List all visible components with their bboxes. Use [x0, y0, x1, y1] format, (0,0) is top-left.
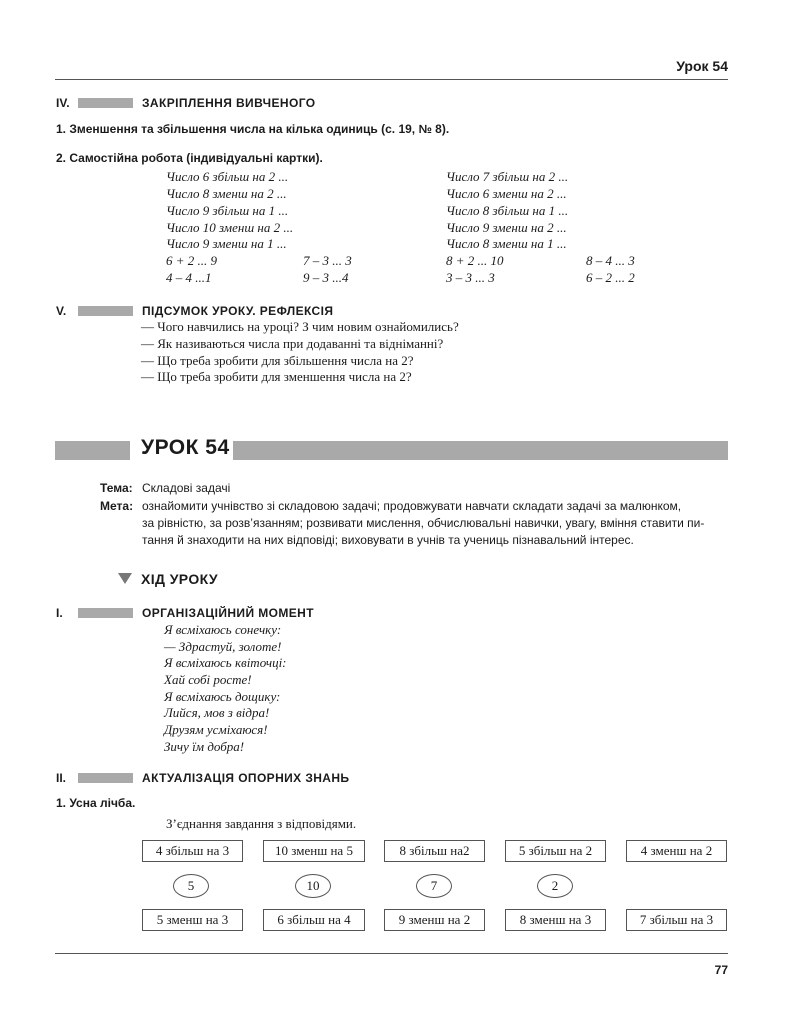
- card-right-line: Число 8 зменш на 1 ...: [446, 236, 567, 251]
- task-1: 1. Зменшення та збільшення числа на кілька одиниць (с. 19, № 8).: [56, 122, 450, 136]
- task-box: 5 збільш на 2: [505, 840, 606, 862]
- equation: 3 – 3 ... 3: [446, 270, 495, 285]
- task-box: 10 зменш на 5: [263, 840, 365, 862]
- poem-line: Зичу їм добра!: [164, 739, 245, 754]
- card-left-line: Число 10 зменш на 2 ...: [166, 220, 294, 235]
- task-2: 2. Самостійна робота (індивідуальні картки).: [56, 151, 323, 165]
- equation: 7 – 3 ... 3: [303, 253, 352, 268]
- task-box: 6 збільш на 4: [263, 909, 365, 931]
- section-ii-title: АКТУАЛІЗАЦІЯ ОПОРНИХ ЗНАНЬ: [142, 771, 350, 785]
- goal-label: Мета:: [100, 499, 134, 513]
- card-left-line: Число 9 збільш на 1 ...: [166, 203, 289, 218]
- task-box: 4 збільш на 3: [142, 840, 243, 862]
- equation: 6 + 2 ... 9: [166, 253, 218, 268]
- running-header: Урок 54: [676, 58, 728, 74]
- equation: 9 – 3 ...4: [303, 270, 349, 285]
- reflection-question: — Чого навчились на уроці? З чим новим ознайомились?: [141, 319, 459, 334]
- topic-text: Складові задачі: [142, 481, 231, 495]
- equation: 8 + 2 ... 10: [446, 253, 504, 268]
- card-right-line: Число 9 зменш на 2 ...: [446, 220, 567, 235]
- card-right-line: Число 8 збільш на 1 ...: [446, 203, 569, 218]
- answer-oval: 5: [173, 874, 209, 898]
- goal-line: тання й знаходити на них відповіді; виховувати в учнів та учениць пізнавальний інтерес.: [142, 533, 634, 547]
- topic-label: Тема:: [100, 481, 133, 495]
- section-v-number: V.: [56, 304, 67, 318]
- goal-line: ознайомити учнівство зі складовою задачі; продовжувати навчати складати задачі за малюнком,: [142, 499, 682, 513]
- card-right-line: Число 6 зменш на 2 ...: [446, 186, 567, 201]
- task-box: 8 зменш на 3: [505, 909, 606, 931]
- card-left-line: Число 8 зменш на 2 ...: [166, 186, 287, 201]
- section-ii-bar: [78, 773, 133, 783]
- oral-count-instruction: З’єднання завдання з відповідями.: [166, 816, 357, 831]
- answer-oval: 10: [295, 874, 331, 898]
- header-divider: [55, 79, 728, 80]
- section-ii-number: II.: [56, 771, 67, 785]
- equation: 4 – 4 ...1: [166, 270, 212, 285]
- task-box: 8 збільш на2: [384, 840, 485, 862]
- reflection-question: — Що треба зробити для збільшення числа на 2?: [141, 353, 414, 368]
- section-v-bar: [78, 306, 133, 316]
- lesson-banner-bar-left: [55, 441, 130, 460]
- section-i-number: I.: [56, 606, 63, 620]
- section-v-title: ПІДСУМОК УРОКУ. РЕФЛЕКСІЯ: [142, 304, 334, 318]
- poem-line: Я всміхаюсь дощику:: [164, 689, 281, 704]
- task-box: 4 зменш на 2: [626, 840, 727, 862]
- task-box: 9 зменш на 2: [384, 909, 485, 931]
- lesson-banner-bar-right: [233, 441, 728, 460]
- section-i-bar: [78, 608, 133, 618]
- poem-line: Хай собі росте!: [164, 672, 252, 687]
- answer-oval: 2: [537, 874, 573, 898]
- reflection-question: — Що треба зробити для зменшення числа на 2?: [141, 369, 412, 384]
- lesson-title: УРОК 54: [141, 436, 230, 459]
- poem-line: Лийся, мов з відра!: [164, 705, 270, 720]
- answer-oval: 7: [416, 874, 452, 898]
- progress-title: ХІД УРОКУ: [141, 571, 219, 587]
- oral-count-label: 1. Усна лічба.: [56, 796, 136, 810]
- card-left-line: Число 9 зменш на 1 ...: [166, 236, 287, 251]
- section-iv-bar: [78, 98, 133, 108]
- triangle-down-icon: [118, 573, 132, 584]
- poem-line: Я всміхаюсь сонечку:: [164, 622, 282, 637]
- page-number: 77: [714, 963, 728, 977]
- section-iv-title: ЗАКРІПЛЕННЯ ВИВЧЕНОГО: [142, 96, 316, 110]
- section-i-title: ОРГАНІЗАЦІЙНИЙ МОМЕНТ: [142, 606, 314, 620]
- task-box: 7 збільш на 3: [626, 909, 727, 931]
- goal-line: за рівністю, за розв’язанням; розвивати мислення, обчислювальні навички, увагу, вміння ставити пи-: [142, 516, 705, 530]
- poem-line: Друзям усміхаюся!: [164, 722, 268, 737]
- section-iv-number: IV.: [56, 96, 70, 110]
- card-right-line: Число 7 збільш на 2 ...: [446, 169, 569, 184]
- equation: 8 – 4 ... 3: [586, 253, 635, 268]
- poem-line: — Здрастуй, золоте!: [164, 639, 282, 654]
- card-left-line: Число 6 збільш на 2 ...: [166, 169, 289, 184]
- poem-line: Я всміхаюсь квіточці:: [164, 655, 287, 670]
- equation: 6 – 2 ... 2: [586, 270, 635, 285]
- footer-divider: [55, 953, 728, 954]
- task-box: 5 зменш на 3: [142, 909, 243, 931]
- reflection-question: — Як називаються числа при додаванні та відніманні?: [141, 336, 444, 351]
